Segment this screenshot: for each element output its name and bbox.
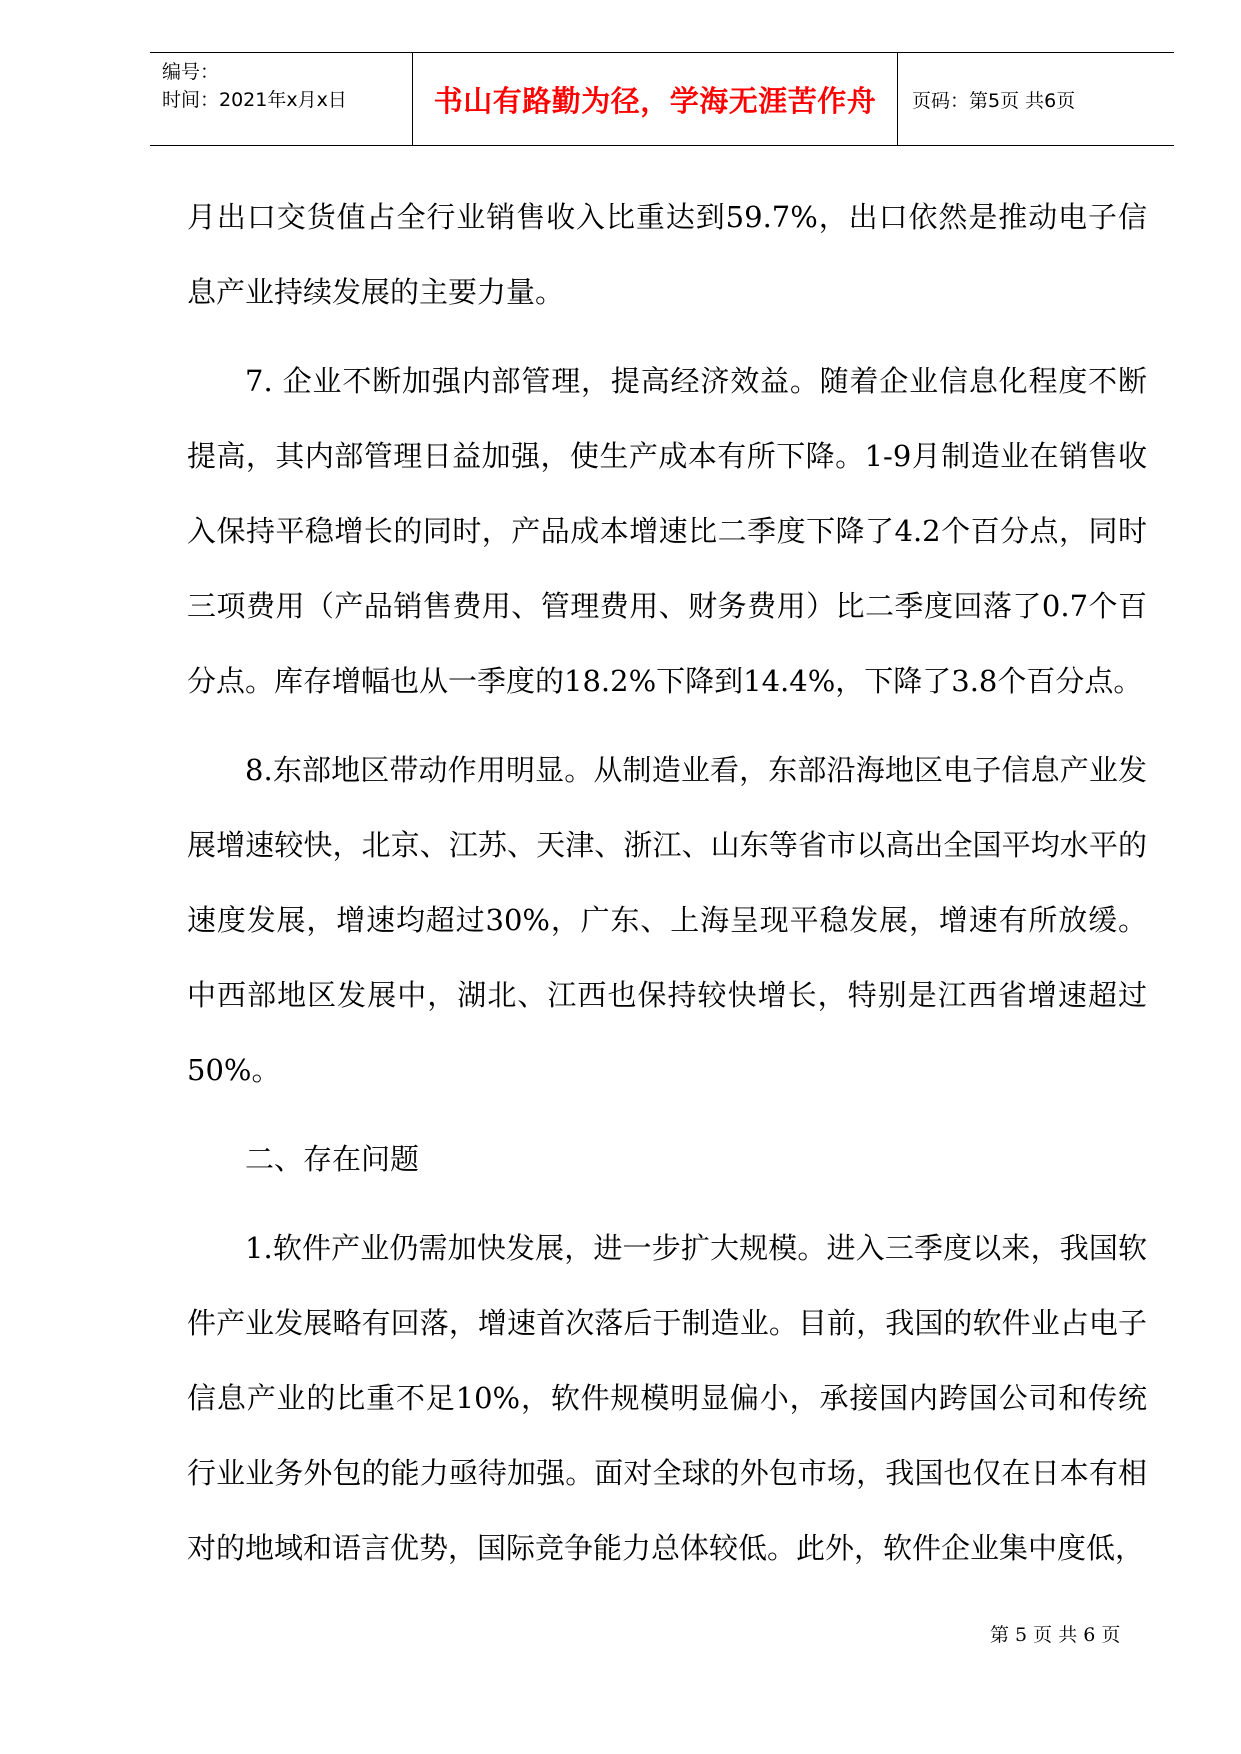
document-body [187,180,1147,1600]
header-page-code: 页码：第5页 共6页 [912,89,1076,112]
page-header [150,52,1174,146]
body-paragraph: 7. 企业不断加强内部管理，提高经济效益。随着企业信息化程度不断提高，其内部管理日益加强，使生产成本有所下降。1-9月制造业在销售收入保持平稳增长的同时，产品成本增速比二季度下降了4.2个百分点，同时三项费用（产品销售费用、管理费用、财务费用）比二季度回落了0.7个百分点。库存增幅也从一季度的18.2%下降到14.4%，下降了3.8个百分点。 [187,364,1147,698]
header-page-cell [898,53,1174,145]
header-meta-cell [150,53,412,145]
document-number-label: 编号： [162,61,220,83]
document-time-label: 时间：2021年x月x日 [162,89,347,111]
body-paragraph: 月出口交货值占全行业销售收入比重达到59.7%，出口依然是推动电子信息产业持续发展的主要力量。 [187,200,1147,309]
page-footer: 第 5 页 共 6 页 [990,1624,1121,1646]
body-paragraph: 8.东部地区带动作用明显。从制造业看，东部沿海地区电子信息产业发展增速较快，北京、江苏、天津、浙江、山东等省市以高出全国平均水平的速度发展，增速均超过30%，广东、上海呈现平稳发展，增速有所放缓。中西部地区发展中，湖北、江西也保持较快增长，特别是江西省增速超过50%。 [187,753,1147,1087]
section-heading: 二、存在问题 [245,1142,420,1176]
body-paragraph: 1.软件产业仍需加快发展，进一步扩大规模。进入三季度以来，我国软件产业发展略有回落，增速首次落后于制造业。目前，我国的软件业占电子信息产业的比重不足10%，软件规模明显偏小，承接国内跨国公司和传统行业业务外包的能力亟待加强。面对全球的外包市场，我国也仅在日本有相对的地域和语言优势，国际竞争能力总体较低。此外，软件企业集中度低， [187,1231,1147,1565]
header-motto-cell [412,53,898,145]
header-motto: 书山有路勤为径，学海无涯苦作舟 [433,83,877,118]
